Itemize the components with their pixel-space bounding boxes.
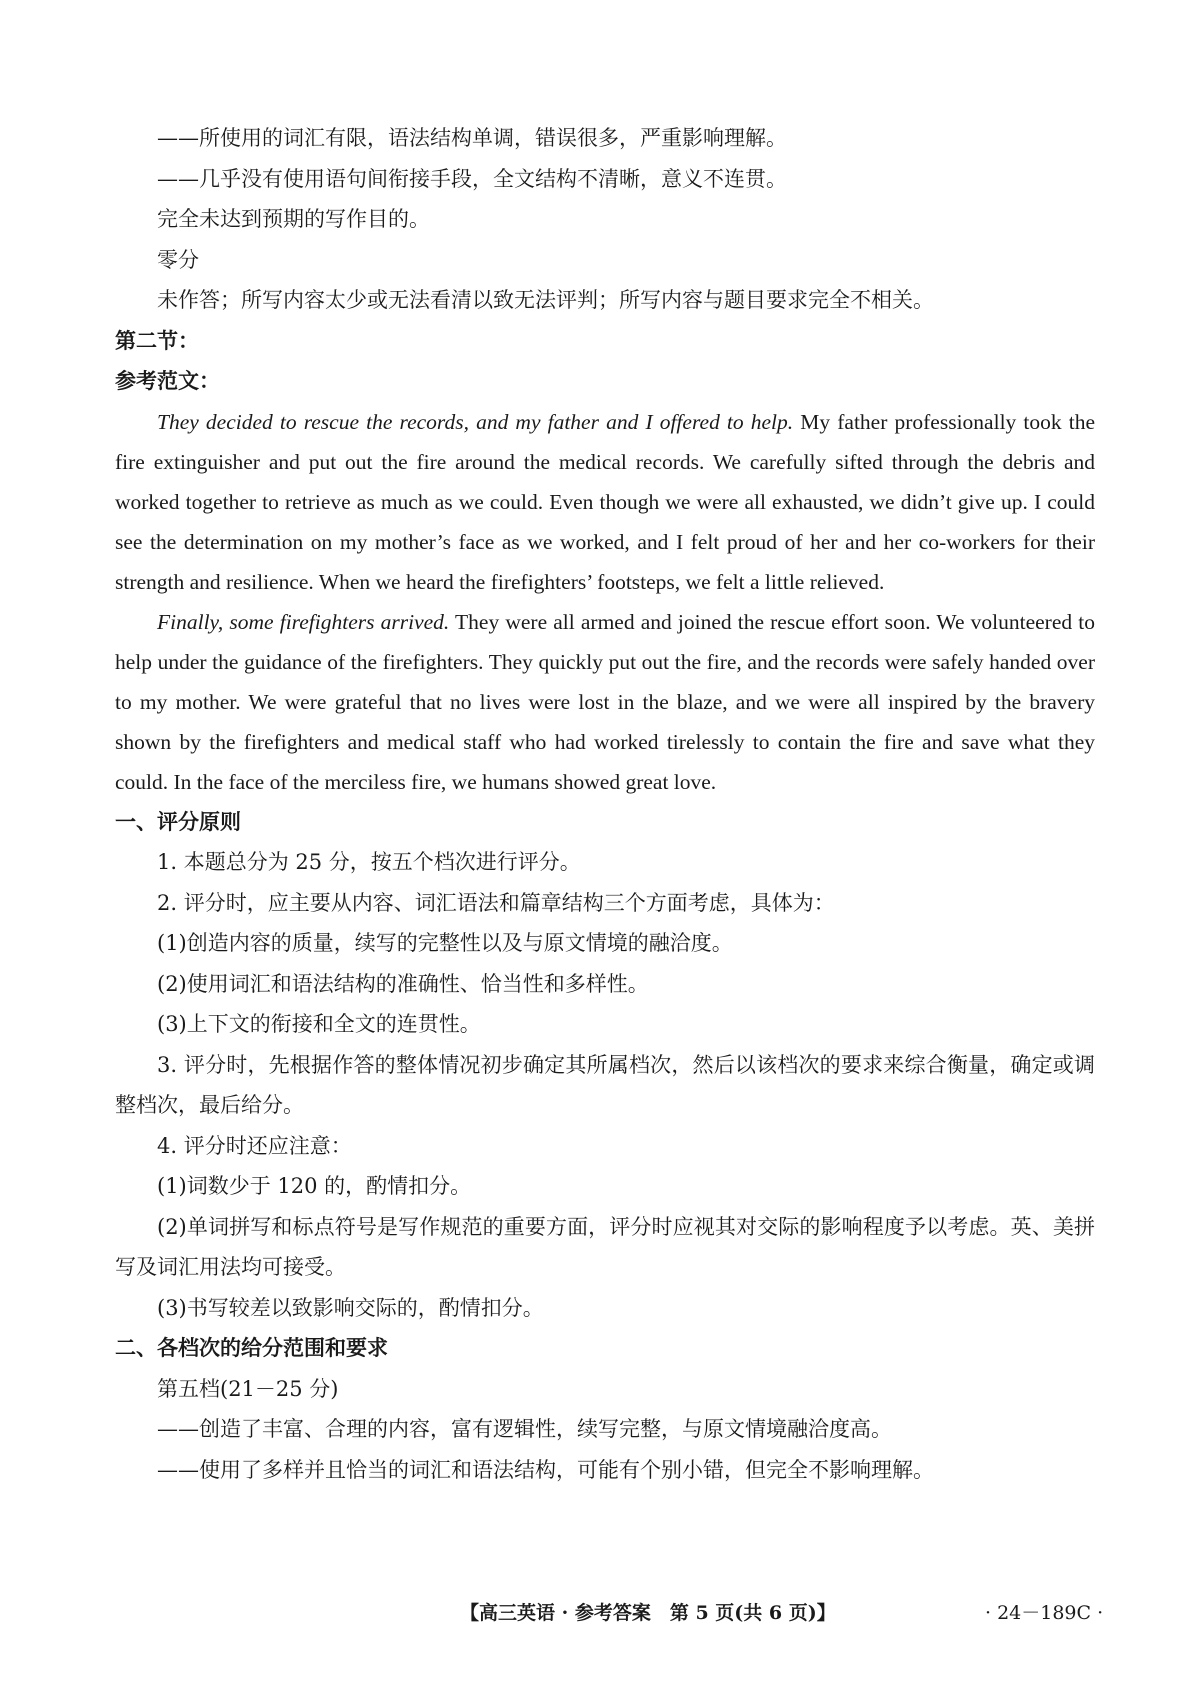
sample-paragraph-1 <box>115 402 1095 602</box>
paragraph-1-body: My father professionally took the fire extinguisher and put out the fire around the medical records. We carefully sifted through the debris and worked together to retrieve as much as we could. Even though we were all exhausted, we didn’t give up. I could see the determination on my mother’s face as we worked, and I felt proud of her and her co-workers for their strength and resilience. When we heard the firefighters’ footsteps, we felt a little relieved. <box>115 409 1096 594</box>
criteria-line: 完全未达到预期的写作目的。 <box>157 207 430 231</box>
principle-item: 2. 评分时，应主要从内容、词汇语法和篇章结构三个方面考虑，具体为： <box>157 890 835 915</box>
principle-subitem: (1)创造内容的质量，续写的完整性以及与原文情境的融洽度。 <box>157 931 733 955</box>
zero-score-heading: 零分 <box>157 247 199 272</box>
principle-item: 3. 评分时，先根据作答的整体情况初步确定其所属档次，然后以该档次的要求来综合衡量，确定或调整档次，最后给分。 <box>115 1052 1095 1117</box>
section-two-title: 第二节： <box>115 327 199 353</box>
sample-essay-title: 参考范文： <box>115 368 220 393</box>
criteria-line: ——几乎没有使用语句间衔接手段，全文结构不清晰，意义不连贯。 <box>157 166 787 191</box>
principle-item: 4. 评分时还应注意： <box>157 1133 352 1158</box>
level-five-criterion: ——使用了多样并且恰当的词汇和语法结构，可能有个别小错，但完全不影响理解。 <box>157 1457 934 1482</box>
zero-score-description: 未作答；所写内容太少或无法看清以致无法评判；所写内容与题目要求完全不相关。 <box>157 288 934 312</box>
principle-subitem: (3)书写较差以致影响交际的，酌情扣分。 <box>157 1295 544 1320</box>
footer-page-info: 【高三英语 · 参考答案 第 5 页(共 6 页)】 <box>460 1602 836 1624</box>
principle-subitem: (2)使用词汇和语法结构的准确性、恰当性和多样性。 <box>157 971 649 996</box>
paragraph-2-body: They were all armed and joined the rescue effort soon. We volunteered to help under the guidance of the firefighters. They quickly put out the fire, and the records were safely handed over to my mother. We were grateful that no lives were lost in the blaze, and we were all inspired by the bravery shown by the firefighters and medical staff who had worked tirelessly to contain the fire and save what they could. In the face of the merciless fire, we humans showed great love. <box>115 609 1095 794</box>
criteria-line: ——所使用的词汇有限，语法结构单调，错误很多，严重影响理解。 <box>157 126 787 150</box>
principle-subitem: (3)上下文的衔接和全文的连贯性。 <box>157 1012 481 1036</box>
score-levels-title: 二、各档次的给分范围和要求 <box>115 1335 388 1360</box>
level-five-criterion: ——创造了丰富、合理的内容，富有逻辑性，续写完整，与原文情境融洽度高。 <box>157 1417 892 1441</box>
principle-item: 1. 本题总分为 25 分，按五个档次进行评分。 <box>157 850 581 874</box>
page-footer <box>0 1598 1200 1632</box>
sample-paragraph-2 <box>115 602 1095 802</box>
principle-subitem: (2)单词拼写和标点符号是写作规范的重要方面，评分时应视其对交际的影响程度予以考虑。英、美拼写及词汇用法均可接受。 <box>115 1214 1095 1279</box>
paragraph-1-lead-sentence: They decided to rescue the records, and my father and I offered to help. <box>157 409 794 434</box>
scoring-principles-title: 一、评分原则 <box>115 808 241 834</box>
paragraph-2-lead-sentence: Finally, some firefighters arrived. <box>157 609 450 634</box>
principle-subitem: (1)词数少于 120 的，酌情扣分。 <box>157 1174 472 1198</box>
level-five-heading: 第五档(21－25 分) <box>157 1376 339 1401</box>
footer-exam-code: · 24－189C · <box>985 1602 1104 1624</box>
answer-key-page <box>115 118 1095 1490</box>
